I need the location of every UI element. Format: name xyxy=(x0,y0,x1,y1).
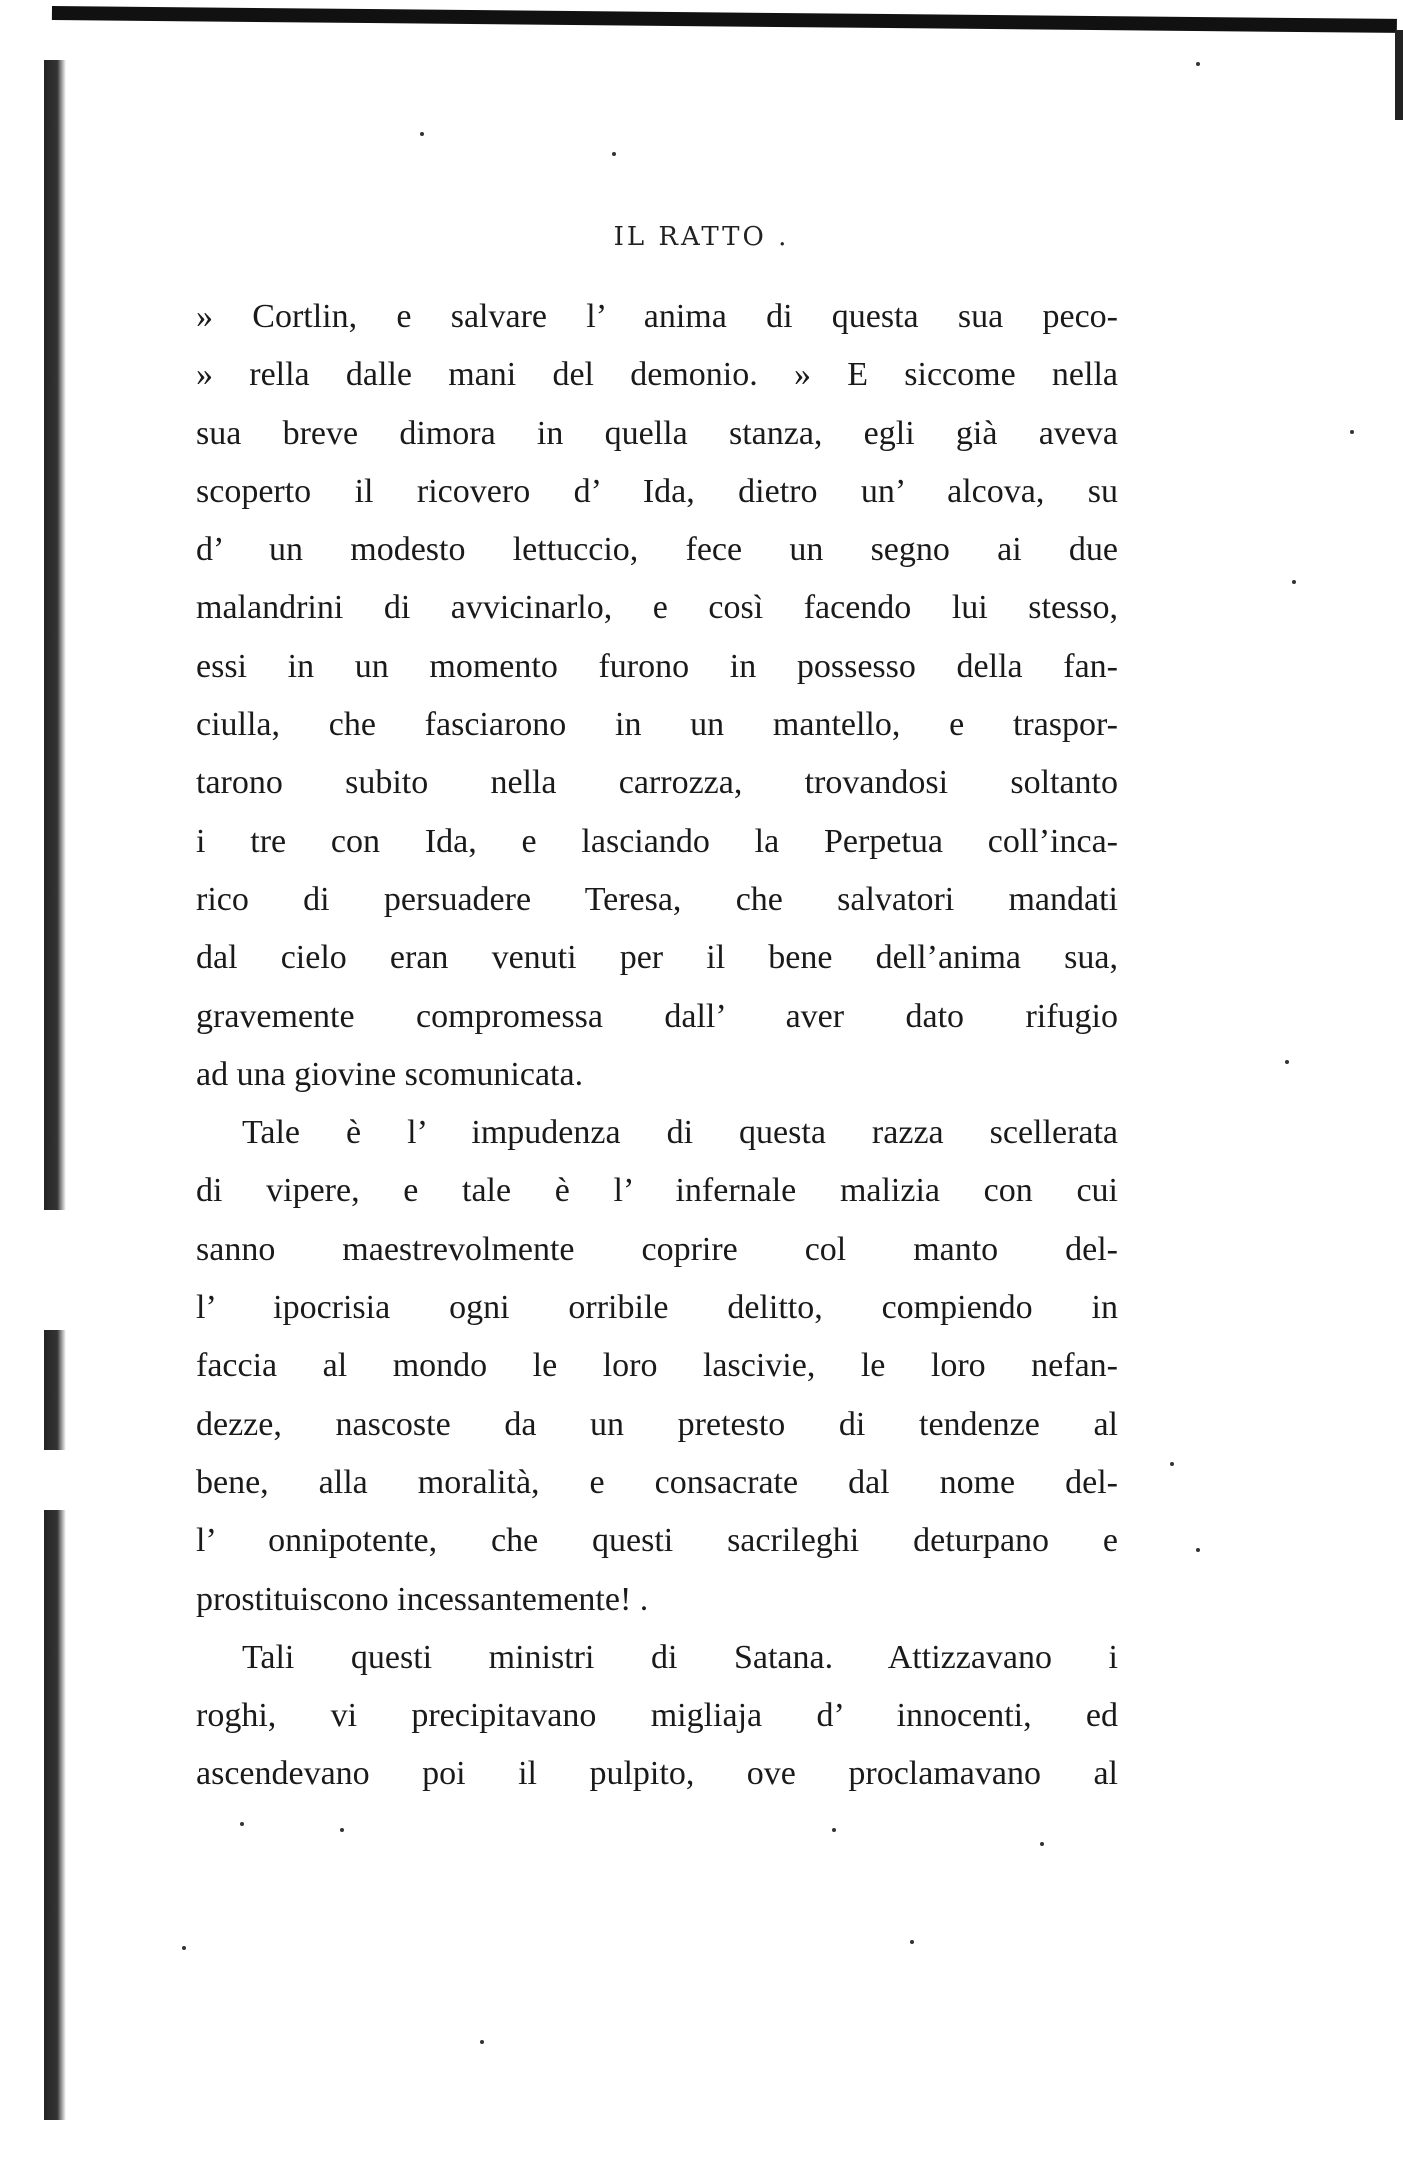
scan-right-edge-mark xyxy=(1395,30,1403,120)
text-line: ascendevano poi il pulpito, ove proclamavano al xyxy=(196,1755,1118,1793)
scan-speck xyxy=(240,1822,244,1826)
text-line: tarono subito nella carrozza, trovandosi soltanto xyxy=(196,764,1118,802)
text-line: malandrini di avvicinarlo, e così facendo lui stesso, xyxy=(196,589,1118,627)
text-line: rico di persuadere Teresa, che salvatori mandati xyxy=(196,880,1118,918)
scan-speck xyxy=(832,1828,836,1832)
scan-left-binding-shadow xyxy=(44,60,66,2120)
text-line: gravemente compromessa dall’ aver dato rifugio xyxy=(196,997,1118,1035)
text-line: d’ un modesto lettuccio, fece un segno ai due xyxy=(196,531,1118,569)
scan-speck xyxy=(1196,1548,1200,1552)
scan-speck xyxy=(1285,1060,1289,1064)
text-line: dal cielo eran venuti per il bene dell’anima sua, xyxy=(196,939,1118,977)
text-line: scoperto il ricovero d’ Ida, dietro un’ alcova, su xyxy=(196,472,1118,510)
scan-top-border xyxy=(52,6,1397,33)
scan-speck xyxy=(612,152,616,156)
text-line: dezze, nascoste da un pretesto di tendenze al xyxy=(196,1405,1118,1443)
text-line: essi in un momento furono in possesso della fan- xyxy=(196,647,1118,685)
running-head: IL RATTO . xyxy=(613,222,790,252)
text-line: sua breve dimora in quella stanza, egli già aveva xyxy=(196,414,1118,452)
text-line: Tale è l’ impudenza di questa razza scellerata xyxy=(242,1114,1118,1152)
text-line: faccia al mondo le loro lascivie, le loro nefan- xyxy=(196,1347,1118,1385)
scan-speck xyxy=(340,1828,344,1832)
text-line: » Cortlin, e salvare l’ anima di questa sua peco- xyxy=(196,298,1118,335)
text-line: i tre con Ida, e lasciando la Perpetua coll’inca- xyxy=(196,822,1118,860)
scan-edge-gap xyxy=(40,1210,70,1330)
text-line: » rella dalle mani del demonio. » E siccome nella xyxy=(196,356,1118,394)
scan-speck xyxy=(910,1940,914,1944)
text-line: prostituiscono incessantemente! . xyxy=(196,1580,649,1618)
scan-speck xyxy=(182,1946,186,1950)
text-line: Tali questi ministri di Satana. Attizzavano i xyxy=(242,1638,1118,1676)
text-line: sanno maestrevolmente coprire col manto del- xyxy=(196,1230,1118,1268)
text-line: l’ ipocrisia ogni orribile delitto, compiendo in xyxy=(196,1289,1118,1327)
scan-speck xyxy=(1196,62,1200,66)
scan-speck xyxy=(1350,430,1354,434)
scan-edge-gap xyxy=(40,1450,70,1510)
scan-speck xyxy=(1292,580,1296,584)
scan-speck xyxy=(1170,1462,1174,1466)
text-line: ciulla, che fasciarono in un mantello, e traspor- xyxy=(196,706,1118,744)
scan-speck xyxy=(480,2040,484,2044)
text-line: bene, alla moralità, e consacrate dal nome del- xyxy=(196,1463,1118,1501)
text-line: ad una giovine scomunicata. xyxy=(196,1055,584,1093)
text-line: di vipere, e tale è l’ infernale malizia con cui xyxy=(196,1172,1118,1210)
scan-speck xyxy=(1040,1842,1044,1846)
text-line: roghi, vi precipitavano migliaja d’ innocenti, ed xyxy=(196,1697,1118,1735)
scan-speck xyxy=(420,132,424,136)
text-line: l’ onnipotente, che questi sacrileghi deturpano e xyxy=(196,1522,1118,1560)
body-text xyxy=(196,288,1118,1804)
